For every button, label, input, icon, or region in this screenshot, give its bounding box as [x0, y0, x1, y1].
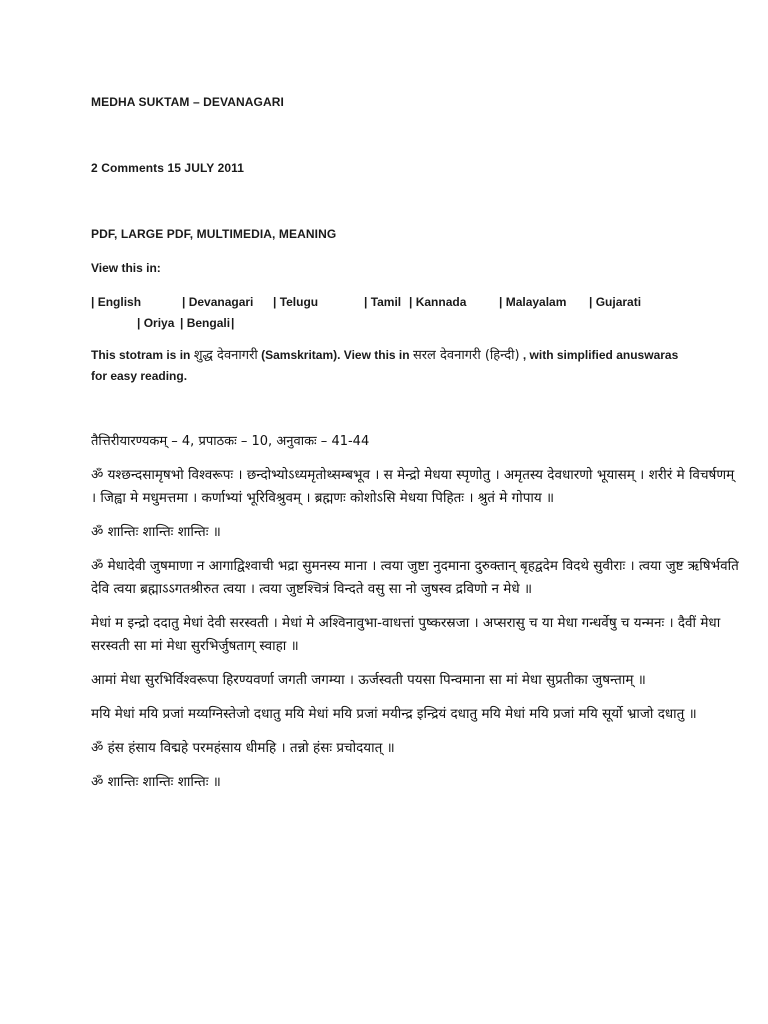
language-row [91, 292, 741, 313]
intro-text: This stotram is in [91, 348, 194, 362]
language-link-oriya[interactable]: | Oriya [137, 316, 175, 330]
language-list-end-separator: | [231, 316, 235, 330]
language-link-bengali[interactable]: | Bengali [180, 316, 231, 330]
language-link-telugu[interactable]: | Telugu [273, 295, 319, 309]
verse-paragraph: ॐ यश्छन्दसामृषभो विश्वरूपः । छन्दोभ्योऽध्यमृतोथ्सम्बभूव । स मेन्द्रो मेधया स्पृणोतु । अमृतस्य देवधारणो भूयासम् । शरीरं मे विचर्षणम् । जिह्वा मे मधुमत्तमा । कर्णाभ्यां भूरिविश्रुवम् । ब्रह्मणः कोशोऽसि मेधया पिहितः । श्रुतं मे गोपाय ॥ [91, 467, 735, 506]
verse-paragraph: मयि मेधां मयि प्रजां मय्यग्निस्तेजो दधातु मयि मेधां मयि प्रजां मयीन्द्र इन्द्रियं दधातु मयि मेधां मयि प्रजां मयि सूर्यो भ्राजो दधातु ॥ [91, 706, 697, 722]
comments-date-line: 2 Comments 15 JULY 2011 [91, 161, 245, 175]
shanti-mantra: ॐ शान्तिः शान्तिः शान्तिः ॥ [91, 774, 221, 790]
intro-paragraph [91, 345, 691, 386]
verse-paragraph: मेधां म इन्द्रो ददातु मेधां देवी सरस्वती । मेधां मे अश्विनावुभा-वाधत्तां पुष्करस्रजा । अप्सरासु च या मेधा गन्धर्वेषु च यन्मनः । दैवीं मेधा सरस्वती सा मां मेधा सुरभिर्जुषताग् स्वाहा ॥ [91, 615, 721, 654]
verse-paragraph: ॐ हंस हंसाय विद्महे परमहंसाय धीमहि । तन्नो हंसः प्रचोदयात् ॥ [91, 740, 395, 756]
verse-paragraph: आमां मेधा सुरभिर्विश्वरूपा हिरण्यवर्णा जगती जगम्या । ऊर्जस्वती पयसा पिन्वमाना सा मां मेधा सुप्रतीका जुषन्ताम् ॥ [91, 672, 646, 688]
format-links-line: PDF, LARGE PDF, MULTIMEDIA, MEANING [91, 227, 337, 241]
section-reference: तैत्तिरीयारण्यकम् – 4, प्रपाठकः – 10, अनुवाकः – 41-44 [91, 434, 370, 449]
intro-text: , with simplified anuswaras for easy reading. [91, 348, 679, 383]
language-link-english[interactable]: | English [91, 295, 142, 309]
language-link-kannada[interactable]: | Kannada [409, 295, 467, 309]
shanti-mantra: ॐ शान्तिः शान्तिः शान्तिः ॥ [91, 524, 221, 540]
language-list [91, 292, 741, 334]
intro-link-simplified[interactable]: सरल देवनागरी (हिन्दी) [412, 348, 520, 363]
language-link-devanagari[interactable]: | Devanagari [182, 295, 254, 309]
intro-script-name: शुद्ध देवनागरी [193, 348, 258, 363]
language-row [91, 313, 741, 334]
view-this-label: View this in: [91, 261, 161, 275]
verse-paragraph: ॐ मेधादेवी जुषमाणा न आगाद्विश्वाची भद्रा सुमनस्य माना । त्वया जुष्टा नुदमाना दुरुक्तान् बृहद्वदेम विदथे सुवीराः । त्वया जुष्ट ऋषिर्भवति देवि त्वया ब्रह्माऽऽगतश्रीरुत त्वया । त्वया जुष्टश्चित्रं विन्दते वसु सा नो जुषस्व द्रविणो न मेधे ॥ [91, 558, 739, 597]
language-link-gujarati[interactable]: | Gujarati [589, 295, 642, 309]
verse-block [91, 430, 741, 805]
language-link-tamil[interactable]: | Tamil [364, 295, 402, 309]
intro-text: (Samskritam). View this in [257, 348, 413, 362]
document-title: MEDHA SUKTAM – DEVANAGARI [91, 95, 284, 109]
language-link-malayalam[interactable]: | Malayalam [499, 295, 567, 309]
